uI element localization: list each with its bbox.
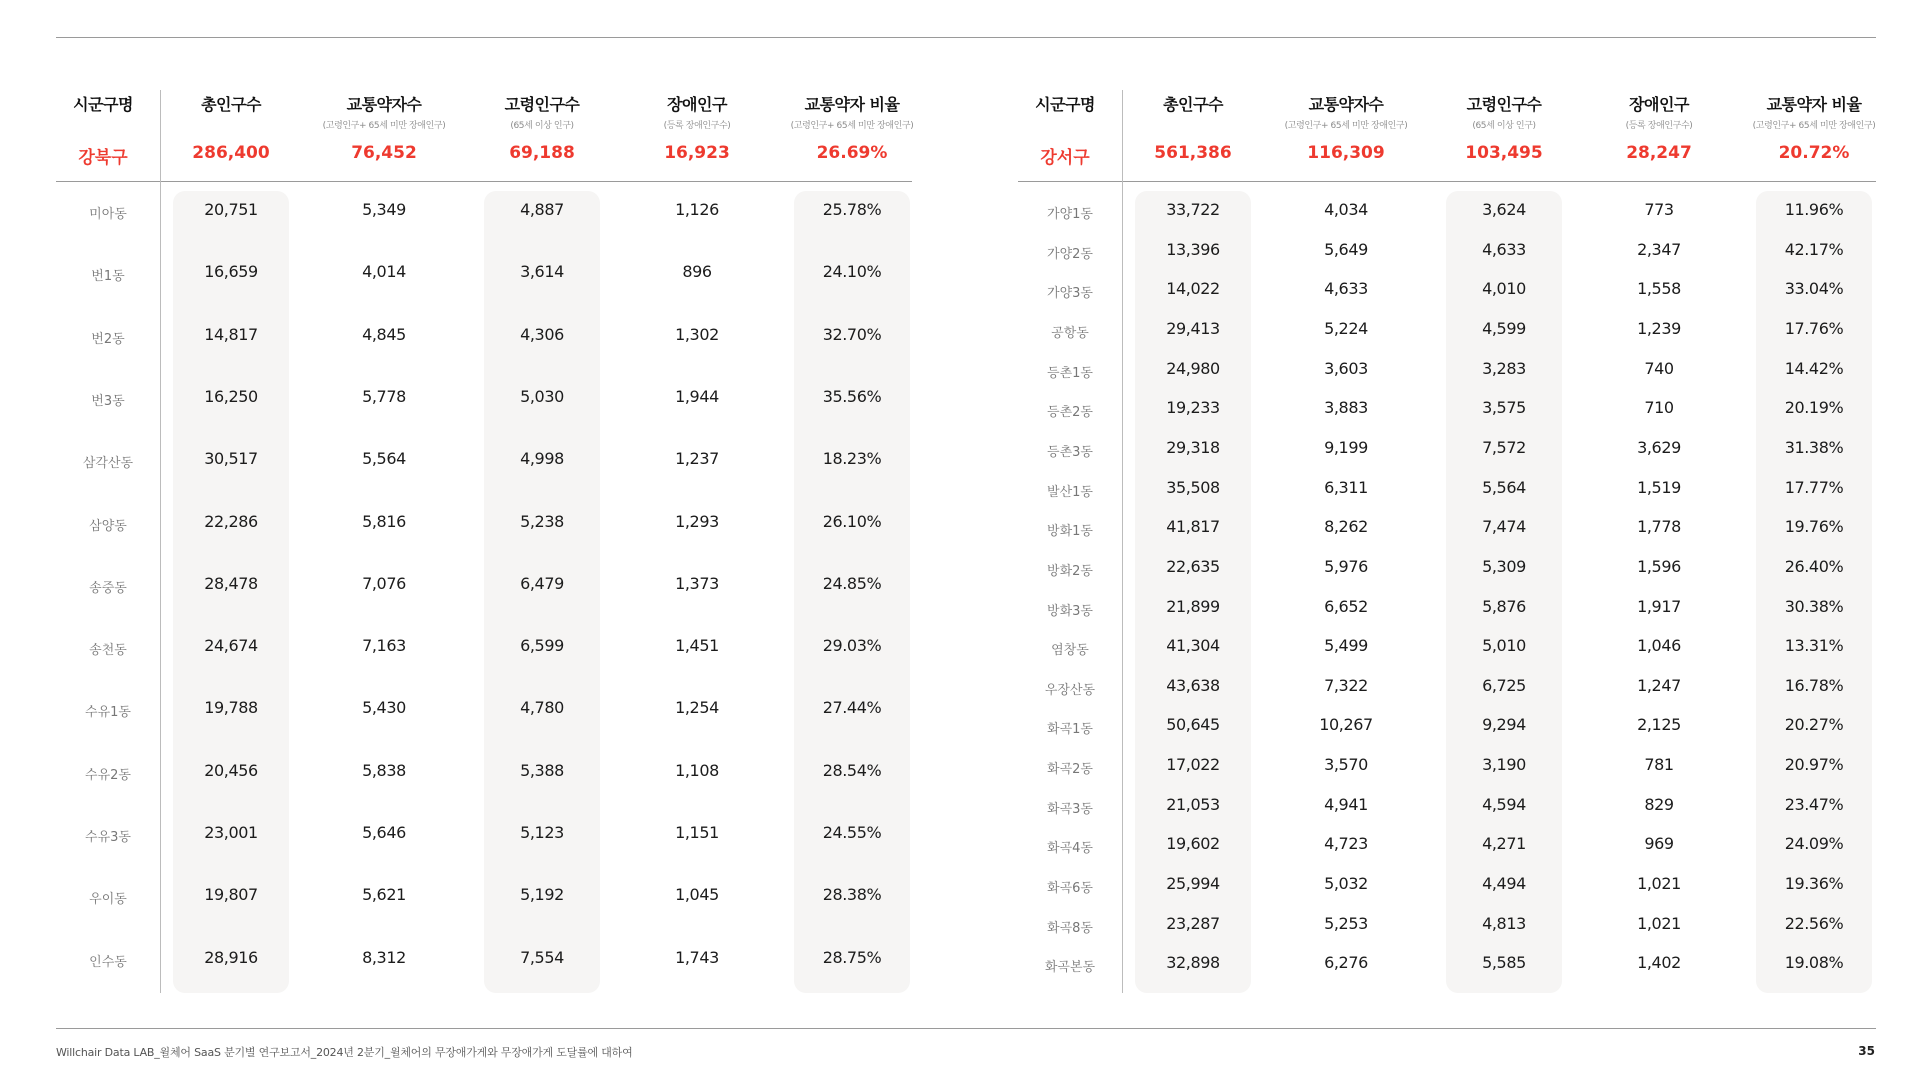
table-cell: 1,373 [675,573,719,593]
table-cell: 19,602 [1166,834,1220,854]
table-row [1018,555,1876,585]
table-cell: 5,349 [362,200,406,219]
table-cell: 24.10% [822,262,882,282]
table-cell: 24,674 [204,636,258,656]
table-cell: 14,022 [1166,279,1220,299]
table-cell: 2,125 [1637,715,1681,735]
column-title: 교통약자수 [346,95,422,114]
table-row [1018,793,1876,823]
column-header [1013,92,1117,115]
dong-name: 등촌3동 [1047,444,1093,460]
table-cell: 4,633 [1482,239,1526,259]
table-cell: 6,652 [1324,596,1368,616]
dong-name: 방화2동 [1047,563,1093,579]
table-cell: 4,271 [1482,834,1526,854]
table-cell: 7,572 [1482,437,1526,457]
table-cell: 5,816 [362,511,406,531]
dong-name: 번2동 [91,331,125,347]
table-cell: 5,499 [1324,636,1368,656]
table-cell: 4,306 [520,324,564,344]
table-cell: 7,554 [520,947,564,967]
table-cell: 6,276 [1324,953,1368,973]
column-header [1271,92,1421,131]
column-header [309,92,459,131]
dong-name: 번3동 [91,393,125,409]
table-cell: 42.17% [1784,239,1844,259]
table-cell: 23.47% [1784,794,1844,814]
table-row [56,198,912,228]
table-cell: 21,899 [1166,596,1220,616]
table-cell: 28,478 [204,573,258,593]
table-cell: 16,250 [204,386,258,406]
column-title: 시군구명 [1035,95,1095,114]
table-cell: 10,267 [1319,715,1373,735]
table-cell: 1,239 [1637,318,1681,338]
table-cell: 20.19% [1784,398,1844,418]
column-header [51,92,155,115]
table-cell: 1,519 [1637,477,1681,497]
dong-name: 미아동 [89,207,127,222]
table-row [56,385,912,415]
table-cell: 6,479 [520,573,564,593]
table-cell: 43,638 [1166,675,1220,695]
table-cell: 24,980 [1166,358,1220,378]
table-cell: 740 [1644,358,1674,378]
district-total-row [1018,143,1876,173]
dong-name: 화곡1동 [1047,722,1093,738]
table-cell: 6,311 [1324,477,1368,497]
table-cell: 3,283 [1482,358,1526,378]
table-cell: 26.40% [1784,556,1844,576]
table-cell: 3,624 [1482,200,1526,219]
district-total-value: 76,452 [351,143,417,163]
dong-name: 수유2동 [85,767,131,783]
table-cell: 7,322 [1324,675,1368,695]
table-row [1018,238,1876,268]
table-cell: 6,599 [520,636,564,656]
table-row [1018,872,1876,902]
footer-text: Willchair Data LAB_윌체어 SaaS 분기별 연구보고서_2024년 2분기_윌체어의 무장애가게와 무장애가게 도달률에 대하여 [56,1046,633,1059]
table-cell: 3,190 [1482,755,1526,775]
district-name: 강서구 [1040,148,1090,168]
table-row [1018,634,1876,664]
dong-name: 발산1동 [1047,484,1093,500]
dong-name: 화곡본동 [1044,960,1096,976]
table-row [1018,317,1876,347]
table-cell: 1,778 [1637,517,1681,537]
table-cell: 5,030 [520,386,564,406]
district-name: 강북구 [78,148,128,168]
table-row [56,323,912,353]
dong-name: 염창동 [1051,643,1089,659]
table-cell: 24.09% [1784,834,1844,854]
table-cell: 19.76% [1784,517,1844,537]
column-title: 총인구수 [201,95,261,114]
table-row [56,883,912,913]
table-row [1018,832,1876,862]
table-cell: 5,192 [520,885,564,905]
table-cell: 710 [1644,398,1674,418]
table-row [1018,951,1876,981]
table-row [1018,396,1876,426]
table-cell: 1,045 [675,885,719,905]
column-subtitle: (고령인구+ 65세 미만 장애인구) [1284,121,1408,131]
table-cell: 5,876 [1482,596,1526,616]
column-title: 장애인구 [1629,95,1689,114]
footer-divider [56,1028,1876,1029]
table-row [56,572,912,602]
dong-name: 화곡6동 [1047,881,1093,897]
table-cell: 781 [1644,755,1674,775]
table-cell: 5,976 [1324,556,1368,576]
table-cell: 1,021 [1637,874,1681,894]
table-cell: 31.38% [1784,437,1844,457]
table-cell: 20.97% [1784,755,1844,775]
table-cell: 6,725 [1482,675,1526,695]
table-cell: 4,723 [1324,834,1368,854]
table-cell: 5,032 [1324,874,1368,894]
dong-name: 우이동 [89,892,127,908]
table-cell: 9,294 [1482,715,1526,735]
column-subtitle: (고령인구+ 65세 미만 장애인구) [790,121,914,131]
table-cell: 41,817 [1166,517,1220,537]
table-cell: 28.54% [822,760,882,780]
table-cell: 28.38% [822,885,882,905]
table-cell: 5,585 [1482,953,1526,973]
dong-name: 화곡8동 [1047,920,1093,936]
dong-name: 등촌1동 [1047,365,1093,381]
table-cell: 25.78% [822,200,882,219]
header-divider [1018,181,1876,182]
column-title: 고령인구수 [504,95,580,114]
table-cell: 23,001 [204,823,258,842]
dong-name: 인수동 [89,954,127,970]
table-row [1018,198,1876,228]
district-total-value: 69,188 [509,143,575,163]
table-cell: 5,309 [1482,556,1526,576]
table-cell: 1,237 [675,449,719,469]
table-cell: 2,347 [1637,239,1681,259]
table-cell: 17,022 [1166,755,1220,775]
table-cell: 14,817 [204,324,258,344]
table-cell: 4,780 [520,698,564,718]
table-row [56,946,912,976]
dong-name: 송천동 [89,643,127,659]
table-cell: 5,010 [1482,636,1526,656]
column-subtitle: (65세 이상 인구) [510,121,574,131]
table-row [1018,476,1876,506]
table-row [1018,357,1876,387]
table-cell: 22,635 [1166,556,1220,576]
dong-name: 화곡4동 [1047,841,1093,857]
column-header [627,92,767,131]
table-cell: 4,845 [362,324,406,344]
table-row [1018,674,1876,704]
table-cell: 4,594 [1482,794,1526,814]
table-cell: 5,564 [1482,477,1526,497]
table-cell: 1,944 [675,386,719,406]
dong-name: 송중동 [89,580,127,596]
table-cell: 969 [1644,834,1674,854]
table-cell: 17.76% [1784,318,1844,338]
table-cell: 35,508 [1166,477,1220,497]
table-row [1018,277,1876,307]
table-cell: 5,123 [520,823,564,842]
column-title: 고령인구수 [1466,95,1542,114]
column-subtitle: (고령인구+ 65세 미만 장애인구) [1752,121,1876,131]
table-cell: 19,233 [1166,398,1220,418]
table-cell: 1,743 [675,947,719,967]
table-cell: 1,596 [1637,556,1681,576]
table-cell: 20.27% [1784,715,1844,735]
table-cell: 829 [1644,794,1674,814]
column-title: 총인구수 [1163,95,1223,114]
table-cell: 7,163 [362,636,406,656]
table-cell: 41,304 [1166,636,1220,656]
column-subtitle: (등록 장애인구수) [1625,121,1693,131]
column-title: 교통약자 비율 [1766,95,1862,114]
column-subtitle: (65세 이상 인구) [1472,121,1536,131]
table-cell: 33.04% [1784,279,1844,299]
dong-name: 번1동 [91,269,125,285]
column-title: 교통약자수 [1308,95,1384,114]
table-cell: 20,751 [204,200,258,219]
table-cell: 33,722 [1166,200,1220,219]
column-header [1589,92,1729,131]
page-number: 35 [1858,1044,1875,1058]
table-cell: 19,807 [204,885,258,905]
district-total-value: 103,495 [1465,143,1543,163]
table-cell: 14.42% [1784,358,1844,378]
column-header [777,92,927,131]
district-total-value: 28,247 [1626,143,1692,163]
table-cell: 29.03% [822,636,882,656]
table-cell: 24.85% [822,573,882,593]
column-header [1434,92,1574,131]
dong-name: 가양3동 [1047,286,1093,302]
table-cell: 26.10% [822,511,882,531]
table-cell: 3,570 [1324,755,1368,775]
district-total-value: 26.69% [816,143,888,163]
table-row [1018,515,1876,545]
table-cell: 3,603 [1324,358,1368,378]
dong-name: 공항동 [1051,325,1089,341]
table-cell: 8,262 [1324,517,1368,537]
table-cell: 4,998 [520,449,564,469]
table-cell: 29,318 [1166,437,1220,457]
table-cell: 4,633 [1324,279,1368,299]
table-cell: 19.08% [1784,953,1844,973]
dong-name: 삼양동 [89,518,127,534]
table-cell: 27.44% [822,698,882,718]
table-cell: 1,402 [1637,953,1681,973]
table-cell: 32.70% [822,324,882,344]
table-cell: 4,034 [1324,200,1368,219]
table-cell: 896 [682,262,712,282]
table-row [1018,436,1876,466]
dong-name: 우장산동 [1044,682,1096,698]
column-title: 교통약자 비율 [804,95,900,114]
table-row [56,447,912,477]
table-cell: 13,396 [1166,239,1220,259]
dong-name: 수유3동 [85,830,131,845]
table-cell: 1,254 [675,698,719,718]
dong-name: 등촌2동 [1047,405,1093,421]
column-header [161,92,301,115]
table-cell: 1,247 [1637,675,1681,695]
table-cell: 3,629 [1637,437,1681,457]
table-cell: 1,451 [675,636,719,656]
table-cell: 4,941 [1324,794,1368,814]
district-total-value: 20.72% [1778,143,1850,163]
table-cell: 19,788 [204,698,258,718]
table-cell: 23,287 [1166,913,1220,933]
dong-name: 수유1동 [85,705,131,721]
district-total-row [56,143,912,173]
table-row [1018,753,1876,783]
table-cell: 3,883 [1324,398,1368,418]
table-cell: 8,312 [362,947,406,967]
table-row [56,696,912,726]
table-cell: 29,413 [1166,318,1220,338]
table-cell: 16,659 [204,262,258,282]
table-cell: 5,649 [1324,239,1368,259]
dong-name: 가양2동 [1047,246,1093,262]
table-cell: 17.77% [1784,477,1844,497]
table-cell: 1,046 [1637,636,1681,656]
table-cell: 5,388 [520,760,564,780]
table-cell: 5,838 [362,760,406,780]
column-header [1123,92,1263,115]
table-cell: 30,517 [204,449,258,469]
table-cell: 18.23% [822,449,882,469]
table-cell: 5,224 [1324,318,1368,338]
table-cell: 5,778 [362,386,406,406]
table-cell: 9,199 [1324,437,1368,457]
table-cell: 13.31% [1784,636,1844,656]
dong-name: 방화3동 [1047,603,1093,619]
dong-name: 화곡3동 [1047,801,1093,817]
table-row [56,260,912,290]
table-cell: 28,916 [204,947,258,967]
table-cell: 11.96% [1784,200,1844,219]
table-cell: 24.55% [822,823,882,842]
table-cell: 5,564 [362,449,406,469]
table-cell: 4,813 [1482,913,1526,933]
district-total-value: 16,923 [664,143,730,163]
table-cell: 22,286 [204,511,258,531]
table-row [56,759,912,789]
table-cell: 1,021 [1637,913,1681,933]
table-cell: 30.38% [1784,596,1844,616]
column-subtitle: (등록 장애인구수) [663,121,731,131]
table-row [1018,595,1876,625]
table-cell: 22.56% [1784,913,1844,933]
dong-name: 삼각산동 [82,456,134,472]
table-cell: 1,917 [1637,596,1681,616]
top-divider [56,37,1876,38]
district-total-value: 286,400 [192,143,270,163]
table-row [56,510,912,540]
table-cell: 773 [1644,200,1674,219]
table-cell: 35.56% [822,386,882,406]
table-cell: 7,076 [362,573,406,593]
table-cell: 5,646 [362,823,406,842]
table-cell: 5,430 [362,698,406,718]
column-title: 시군구명 [73,95,133,114]
table-cell: 50,645 [1166,715,1220,735]
table-cell: 25,994 [1166,874,1220,894]
dong-name: 가양1동 [1047,207,1093,222]
table-row [1018,912,1876,942]
table-cell: 3,614 [520,262,564,282]
column-title: 장애인구 [667,95,727,114]
table-cell: 5,253 [1324,913,1368,933]
table-cell: 1,293 [675,511,719,531]
table-cell: 19.36% [1784,874,1844,894]
table-cell: 7,474 [1482,517,1526,537]
table-cell: 3,575 [1482,398,1526,418]
table-cell: 32,898 [1166,953,1220,973]
dong-name: 방화1동 [1047,524,1093,540]
table-cell: 1,302 [675,324,719,344]
table-cell: 1,151 [675,823,719,842]
table-cell: 4,010 [1482,279,1526,299]
table-row [56,821,912,851]
dong-name: 화곡2동 [1047,762,1093,778]
table-cell: 21,053 [1166,794,1220,814]
table-cell: 1,108 [675,760,719,780]
table-row [1018,713,1876,743]
column-header [472,92,612,131]
table-cell: 4,887 [520,200,564,219]
column-header [1739,92,1889,131]
table-cell: 20,456 [204,760,258,780]
table-cell: 4,014 [362,262,406,282]
district-total-value: 561,386 [1154,143,1232,163]
header-divider [56,181,912,182]
district-total-value: 116,309 [1307,143,1385,163]
table-cell: 1,126 [675,200,719,219]
table-cell: 4,599 [1482,318,1526,338]
table-cell: 16.78% [1784,675,1844,695]
table-cell: 28.75% [822,947,882,967]
table-cell: 4,494 [1482,874,1526,894]
table-cell: 5,238 [520,511,564,531]
column-subtitle: (고령인구+ 65세 미만 장애인구) [322,121,446,131]
table-cell: 1,558 [1637,279,1681,299]
table-row [56,634,912,664]
table-cell: 5,621 [362,885,406,905]
